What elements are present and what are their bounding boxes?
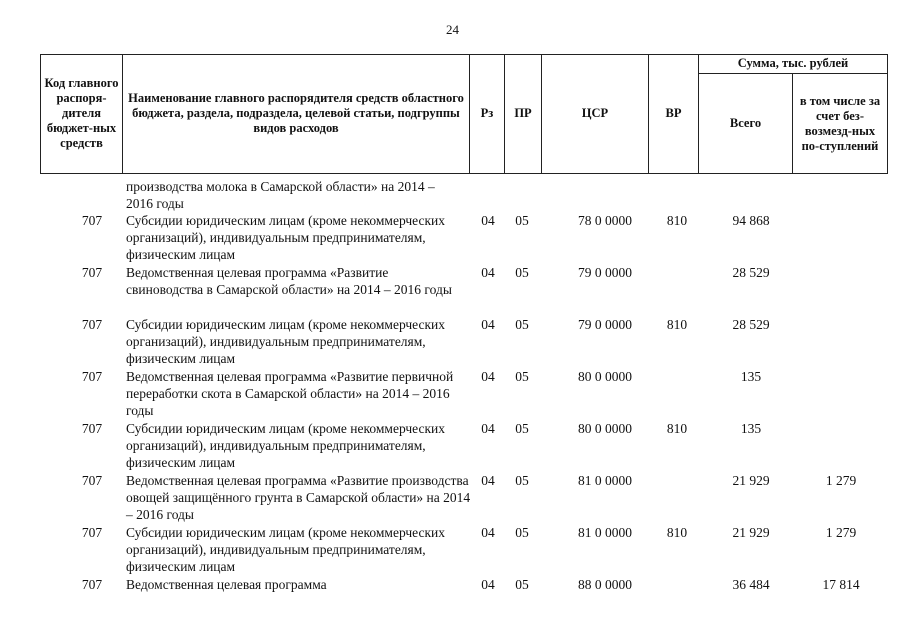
row-rz: 04 (481, 369, 495, 384)
row-code: 707 (81, 525, 103, 540)
header-rz: Рз (480, 106, 494, 120)
row-vr: 810 (666, 317, 688, 332)
row-name: производства молока в Самарской области» на 2014 – 2016 годы (126, 179, 435, 211)
row-csr: 79 0 0000 (578, 317, 632, 332)
header-pr: ПР (514, 106, 532, 120)
header-name: Наименование главного распорядителя средств областного бюджета, раздела, подраздела, целевой статьи, подгруппы видов расходов (128, 91, 464, 135)
row-total: 36 484 (732, 577, 770, 592)
row-rz: 04 (481, 525, 495, 540)
row-pr: 05 (515, 525, 529, 540)
row-pr: 05 (515, 213, 529, 228)
header-sum: Сумма, тыс. рублей (737, 56, 849, 70)
row-total: 28 529 (732, 317, 770, 332)
row-name: Ведомственная целевая программа (126, 577, 327, 592)
row-rz: 04 (481, 213, 495, 228)
row-csr: 79 0 0000 (578, 265, 632, 280)
row-csr: 81 0 0000 (578, 473, 632, 488)
row-code: 707 (81, 473, 103, 488)
row-pr: 05 (515, 421, 529, 436)
row-name: Субсидии юридическим лицам (кроме некоммерческих организаций), индивидуальным предпринимателям, физическим лицам (126, 213, 446, 262)
row-incl: 1 279 (825, 525, 857, 540)
row-code: 707 (81, 577, 103, 592)
row-total: 21 929 (732, 473, 770, 488)
page-number: 24 (446, 22, 459, 37)
row-incl: 1 279 (825, 473, 857, 488)
row-csr: 78 0 0000 (578, 213, 632, 228)
row-rz: 04 (481, 577, 495, 592)
row-name: Ведомственная целевая программа «Развитие производства овощей защищённого грунта в Самарской области» на 2014 – 2016 годы (126, 473, 471, 522)
row-total: 94 868 (732, 213, 770, 228)
row-name: Субсидии юридическим лицам (кроме некоммерческих организаций), индивидуальным предпринимателям, физическим лицам (126, 421, 446, 470)
table-header (40, 54, 888, 174)
header-vr: ВР (665, 106, 682, 120)
row-total: 21 929 (732, 525, 770, 540)
row-pr: 05 (515, 369, 529, 384)
header-incl: в том числе за счет без-возмезд-ных по-ступлений (799, 93, 881, 153)
row-csr: 81 0 0000 (578, 525, 632, 540)
row-code: 707 (81, 265, 103, 280)
row-name: Ведомственная целевая программа «Развитие свиноводства в Самарской области» на 2014 – 2016 годы (126, 265, 452, 297)
row-pr: 05 (515, 577, 529, 592)
row-code: 707 (81, 369, 103, 384)
row-pr: 05 (515, 265, 529, 280)
row-csr: 80 0 0000 (578, 369, 632, 384)
row-name: Субсидии юридическим лицам (кроме некоммерческих организаций), индивидуальным предпринимателям, физическим лицам (126, 525, 446, 574)
row-csr: 80 0 0000 (578, 421, 632, 436)
row-pr: 05 (515, 473, 529, 488)
row-pr: 05 (515, 317, 529, 332)
header-csr: ЦСР (581, 106, 609, 120)
row-vr: 810 (666, 213, 688, 228)
row-name: Субсидии юридическим лицам (кроме некоммерческих организаций), индивидуальным предпринимателям, физическим лицам (126, 317, 446, 366)
row-incl: 17 814 (822, 577, 860, 592)
row-rz: 04 (481, 265, 495, 280)
header-divider (122, 54, 123, 174)
row-rz: 04 (481, 317, 495, 332)
row-code: 707 (81, 213, 103, 228)
row-code: 707 (81, 421, 103, 436)
header-border-right (887, 54, 888, 174)
row-total: 28 529 (732, 265, 770, 280)
row-rz: 04 (481, 421, 495, 436)
header-code: Код главного распоря-дителя бюджет-ных средств (44, 76, 119, 150)
row-vr: 810 (666, 525, 688, 540)
row-rz: 04 (481, 473, 495, 488)
row-vr: 810 (666, 421, 688, 436)
header-border-bottom (40, 173, 888, 174)
row-csr: 88 0 0000 (578, 577, 632, 592)
header-total: Всего (729, 116, 762, 130)
row-code: 707 (81, 317, 103, 332)
row-name: Ведомственная целевая программа «Развитие первичной переработки скота в Самарской области» на 2014 – 2016 годы (126, 369, 454, 418)
row-total: 135 (740, 421, 762, 436)
row-total: 135 (740, 369, 762, 384)
